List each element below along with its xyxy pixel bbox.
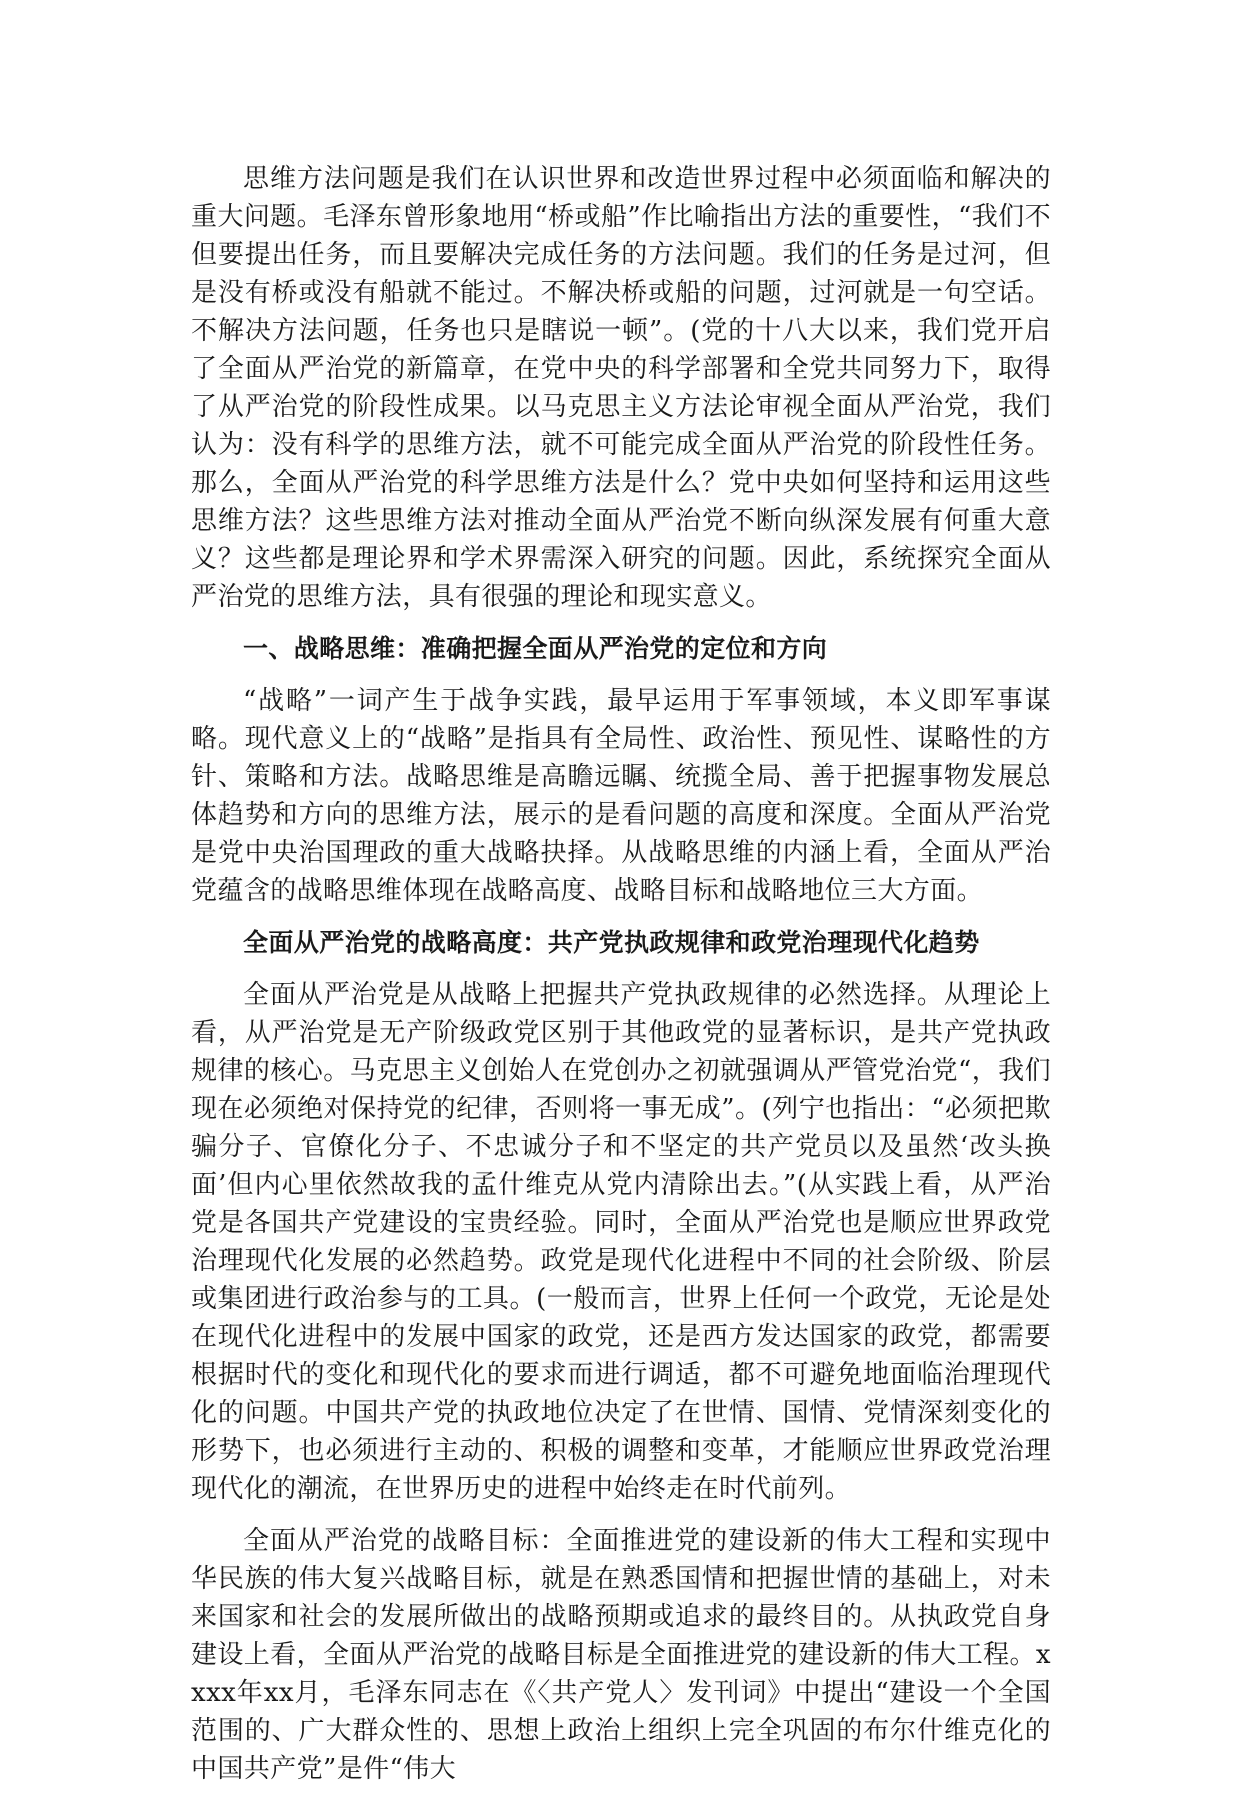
paragraph-strategy-definition: “战略”一词产生于战争实践，最早运用于军事领域，本义即军事谋略。现代意义上的“战略”是指具有全局性、政治性、预见性、谋略性的方针、策略和方法。战略思维是高瞻远瞩、统揽全局、善于把握事物发展总体趋势和方向的思维方法，展示的是看问题的高度和深度。全面从严治党是党中央治国理政的重大战略抉择。从战略思维的内涵上看，全面从严治党蕴含的战略思维体现在战略高度、战略目标和战略地位三大方面。 — [191, 686, 1051, 906]
document-page — [191, 160, 1051, 1802]
paragraph-strategic-goal: 全面从严治党的战略目标：全面推进党的建设新的伟大工程和实现中华民族的伟大复兴战略目标，就是在熟悉国情和把握世情的基础上，对未来国家和社会的发展所做出的战略预期或追求的最终目的。从执政党自身建设上看，全面从严治党的战略目标是全面推进党的建设新的伟大工程。xxxx年xx月，毛泽东同志在《〈共产党人〉发刊词》中提出“建设一个全国范围的、广大群众性的、思想上政治上组织上完全巩固的布尔什维克化的中国共产党”是件“伟大 — [191, 1526, 1051, 1784]
section-heading-strategic-thinking: 一、战略思维：准确把握全面从严治党的定位和方向 — [243, 634, 828, 663]
paragraph-intro: 思维方法问题是我们在认识世界和改造世界过程中必须面临和解决的重大问题。毛泽东曾形象地用“桥或船”作比喻指出方法的重要性，“我们不但要提出任务，而且要解决完成任务的方法问题。我们的任务是过河，但是没有桥或没有船就不能过。不解决桥或船的问题，过河就是一句空话。不解决方法问题，任务也只是瞎说一顿”。(党的十八大以来，我们党开启了全面从严治党的新篇章，在党中央的科学部署和全党共同努力下，取得了从严治党的阶段性成果。以马克思主义方法论审视全面从严治党，我们认为：没有科学的思维方法，就不可能完成全面从严治党的阶段性任务。那么，全面从严治党的科学思维方法是什么？党中央如何坚持和运用这些思维方法？这些思维方法对推动全面从严治党不断向纵深发展有何重大意义？这些都是理论界和学术界需深入研究的问题。因此，系统探究全面从严治党的思维方法，具有很强的理论和现实意义。 — [191, 164, 1051, 612]
subsection-heading-strategic-height: 全面从严治党的战略高度：共产党执政规律和政党治理现代化趋势 — [243, 928, 980, 957]
paragraph-strategic-height: 全面从严治党是从战略上把握共产党执政规律的必然选择。从理论上看，从严治党是无产阶级政党区别于其他政党的显著标识，是共产党执政规律的核心。马克思主义创始人在党创办之初就强调从严管党治党“，我们现在必须绝对保持党的纪律，否则将一事无成”。(列宁也指出：“必须把欺骗分子、官僚化分子、不忠诚分子和不坚定的共产党员以及虽然‘改头换面’但内心里依然故我的孟什维克从党内清除出去。”(从实践上看，从严治党是各国共产党建设的宝贵经验。同时，全面从严治党也是顺应世界政党治理现代化发展的必然趋势。政党是现代化进程中不同的社会阶级、阶层或集团进行政治参与的工具。(一般而言，世界上任何一个政党，无论是处在现代化进程中的发展中国家的政党，还是西方发达国家的政党，都需要根据时代的变化和现代化的要求而进行调适，都不可避免地面临治理现代化的问题。中国共产党的执政地位决定了在世情、国情、党情深刻变化的形势下，也必须进行主动的、积极的调整和变革，才能顺应世界政党治理现代化的潮流，在世界历史的进程中始终走在时代前列。 — [191, 980, 1051, 1504]
